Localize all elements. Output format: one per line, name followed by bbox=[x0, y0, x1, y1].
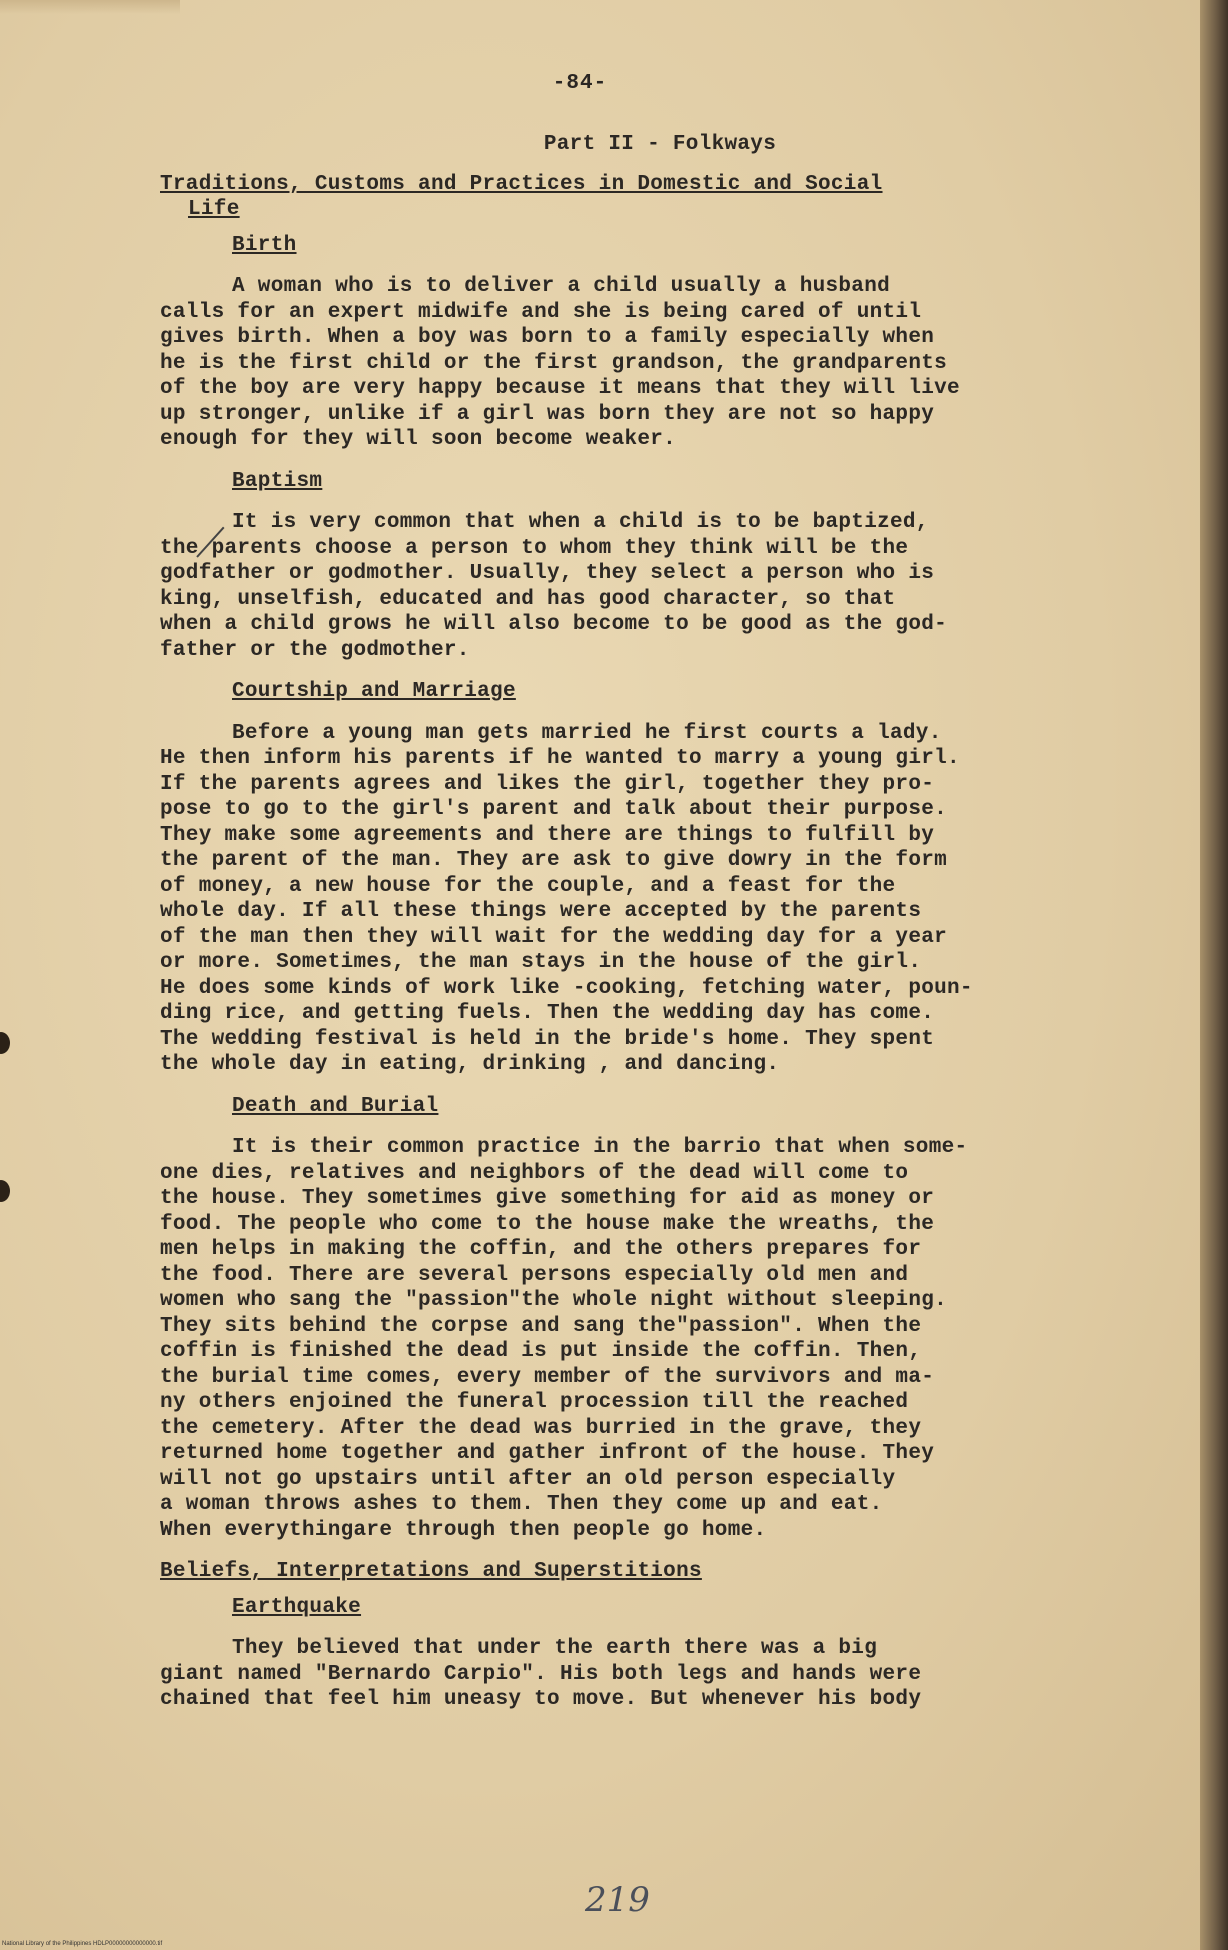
paragraph-text: It is very common that when a child is to be baptized, the parents choose a person to whom they think will be the godfather or godmother. Usually, they select a person who is king, unselfish, educated and has good character, so that when a child grows he will also become to be good as the god- father or the godmother. bbox=[160, 511, 948, 662]
paragraph-death bbox=[160, 1135, 1120, 1543]
binding-hole bbox=[0, 1032, 10, 1054]
binding-edge bbox=[1200, 0, 1228, 1950]
section-heading-continuation: Life bbox=[188, 198, 240, 221]
subheading-earthquake: Earthquake bbox=[232, 1595, 362, 1619]
section-heading-line: Traditions, Customs and Practices in Domestic and Social bbox=[160, 172, 883, 196]
paragraph-text: They believed that under the earth there was a big giant named "Bernardo Carpio". His both legs and hands were chained that feel him uneasy to move. But whenever his body bbox=[160, 1637, 922, 1711]
handwritten-page-number: 219 bbox=[585, 1880, 650, 1920]
binding-hole bbox=[0, 1180, 10, 1202]
section-heading-traditions bbox=[160, 172, 1120, 223]
section-heading-beliefs bbox=[160, 1559, 1120, 1585]
part-title: Part II - Folkways bbox=[543, 133, 777, 156]
paragraph-earthquake bbox=[160, 1636, 1120, 1713]
paragraph-birth bbox=[160, 274, 1120, 453]
paragraph-text: It is their common practice in the barrio that when some- one dies, relatives and neighbors of the dead will come to the house. They sometimes give something for aid as money or food. The people who come to the house make the wreaths, the men helps in making the coffin, and the others prepares for the food. There are several persons especially old men and women who sang the "passion"the whole night without sleeping. They sits behind the corpse and sang the"passion". When the coffin is finished the dead is put inside the coffin. Then, the burial time comes, every member of the survivors and ma- ny others enjoined the funeral procession till the reached the cemetery. After the dead was burried in the grave, they returned home together and gather infront of the house. They will not go upstairs until after an old person especially a woman throws ashes to them. Then they come up and eat. When everythingare through then people go home. bbox=[160, 1136, 968, 1542]
section-heading-line: Beliefs, Interpretations and Superstitions bbox=[160, 1560, 702, 1583]
page-body bbox=[160, 132, 1120, 1729]
subheading-courtship: Courtship and Marriage bbox=[232, 680, 516, 703]
subheading-baptism: Baptism bbox=[232, 469, 323, 493]
page-corner bbox=[0, 0, 180, 14]
paragraph-baptism bbox=[160, 510, 1120, 663]
subheading-birth: Birth bbox=[232, 233, 297, 257]
paragraph-courtship bbox=[160, 721, 1120, 1078]
paragraph-text: Before a young man gets married he first courts a lady. He then inform his parents if he wanted to marry a young girl. If the parents agrees and likes the girl, together they pro- pose to go to the girl's parent and talk about their purpose. They make some agreements and there are things to fulfill by the parent of the man. They are ask to give dowry in the form of money, a new house for the couple, and a feast for the whole day. If all these things were accepted by the parents of the man then they will wait for the wedding day for a year or more. Sometimes, the man stays in the house of the girl. He does some kinds of work like -cooking, fetching water, poun- ding rice, and getting fuels. Then the wedding day has come. The wedding festival is held in the bride's home. They spent the whole day in eating, drinking , and dancing. bbox=[160, 721, 973, 1076]
paragraph-text: A woman who is to deliver a child usually a husband calls for an expert midwife and she is being cared of until gives birth. When a boy was born to a family especially when he is the first child or the first grandson, the grandparents of the boy are very happy because it means that they will live up stronger, unlike if a girl was born they are not so happy enough for they will soon become weaker. bbox=[160, 275, 960, 451]
subheading-death: Death and Burial bbox=[232, 1094, 439, 1118]
page-number: -84- bbox=[552, 72, 608, 95]
archive-footer: National Library of the Philippines HDLP00000000000000.tif bbox=[2, 1941, 163, 1947]
